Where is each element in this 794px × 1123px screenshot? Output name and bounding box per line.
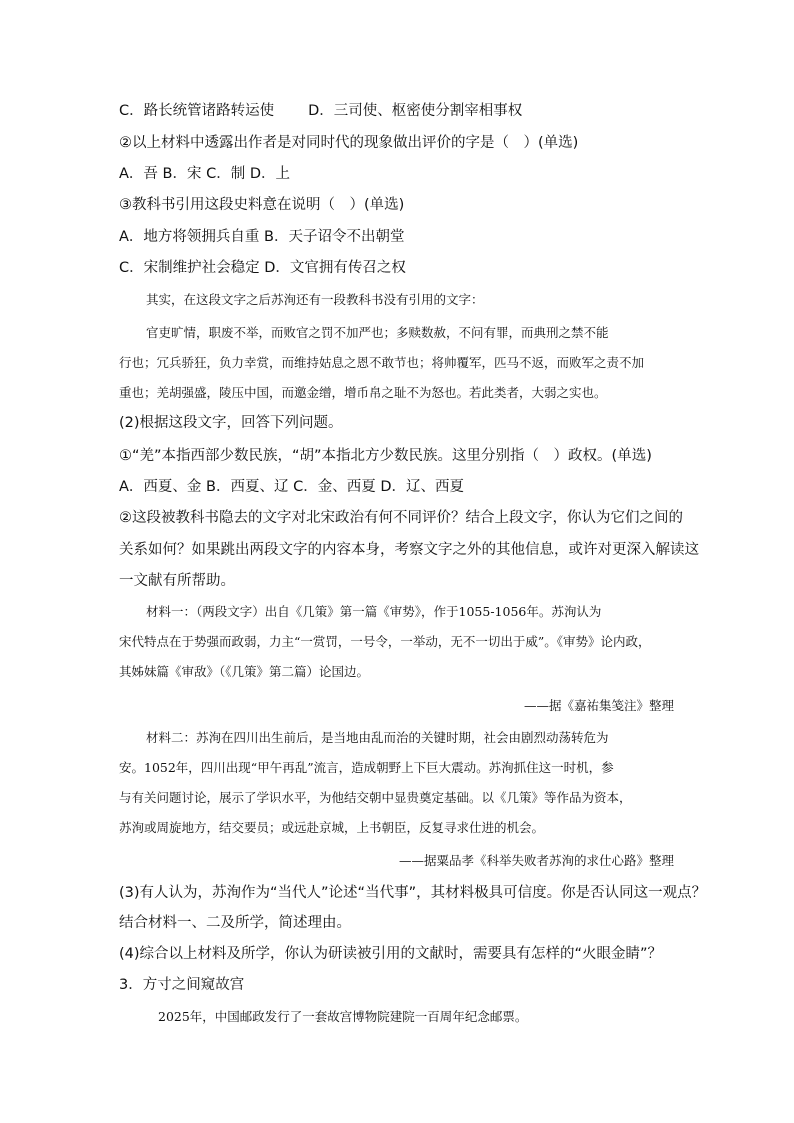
quote-line: 官吏旷情，职废不举，而败官之罚不加严也；多赎数赦，不问有罪，而典刑之禁不能 bbox=[146, 325, 609, 340]
question-2-2: ②以上材料中透露出作者是对同时代的现象做出评价的字是（ ）(单选) bbox=[119, 135, 579, 151]
option-d: D．三司使、枢密使分割宰相事权 bbox=[308, 103, 523, 119]
question-line: 关系如何？如果跳出两段文字的内容本身，考察文字之外的其他信息，或许对更深入解读这 bbox=[119, 542, 699, 558]
options-line: C．宋制维护社会稳定 D．文官拥有传召之权 bbox=[119, 260, 406, 276]
material-2-line: 苏洵或周旋地方，结交要员；或远赴京城，上书朝臣，反复寻求仕进的机会。 bbox=[119, 820, 545, 835]
question-heading: (2)根据这段文字，回答下列问题。 bbox=[119, 415, 343, 431]
intro-paragraph: 其实，在这段文字之后苏洵还有一段教科书没有引用的文字： bbox=[146, 292, 484, 307]
question-3: 结合材料一、二及所学，简述理由。 bbox=[119, 915, 351, 931]
section-intro: 2025年，中国邮政发行了一套故宫博物院建院一百周年纪念邮票。 bbox=[158, 1009, 528, 1024]
question-line: ①“羌”本指西部少数民族，“胡”本指北方少数民族。这里分别指（ ）政权。(单选) bbox=[119, 448, 652, 464]
question-3: (3)有人认为，苏洵作为“当代人”论述“当代事”，其材料极具可信度。你是否认同这一观点？ bbox=[119, 885, 707, 901]
material-1-line: 其姊妹篇《审敌》（《几策》第二篇）论国边。 bbox=[119, 664, 370, 679]
question-line: ②这段被教科书隐去的文字对北宋政治有何不同评价？结合上段文字，你认为它们之间的 bbox=[119, 510, 683, 526]
option-line-cd bbox=[119, 101, 522, 121]
material-1-line: 材料一：（两段文字）出自《几策》第一篇《审势》，作于1055-1056年。苏洵认为 bbox=[146, 604, 602, 619]
source-note: ——据粟品孝《科举失败者苏洵的求仕心路》整理 bbox=[398, 853, 674, 868]
options-line: A．吾 B．宋 C．制 D．上 bbox=[119, 166, 290, 182]
options-line: A．地方将领拥兵自重 B．天子诏令不出朝堂 bbox=[119, 229, 405, 245]
material-2-line: 材料二：苏洵在四川出生前后，是当地由乱而治的关键时期，社会由剧烈动荡转危为 bbox=[146, 730, 609, 745]
quote-line: 行也；冗兵骄狂，负力幸赏，而维持姑息之恩不敢节也；将帅覆军，匹马不返，而败军之责不加 bbox=[119, 355, 645, 370]
source-note: ——据《嘉祐集笺注》整理 bbox=[523, 698, 674, 713]
material-2-line: 安。1052年，四川出现“甲午再乱”流言，造成朝野上下巨大震动。苏洵抓住这一时机，参 bbox=[119, 760, 614, 775]
question-line: 一文献有所帮助。 bbox=[119, 573, 235, 589]
material-2-line: 与有关问题讨论，展示了学识水平，为他结交朝中显贵奠定基础。以《几策》等作品为资本， bbox=[119, 790, 632, 805]
material-1-line: 宋代特点在于势强而政弱，力主“一赏罚，一号令，一举动，无不一切出于威”。《审势》论内政， bbox=[119, 634, 651, 649]
question-2-3: ③教科书引用这段史料意在说明（ ）(单选) bbox=[119, 197, 405, 213]
option-c: C．路长统管诸路转运使 bbox=[119, 103, 275, 119]
section-heading: 3．方寸之间窥故宫 bbox=[119, 977, 245, 993]
options-line: A．西夏、金 B．西夏、辽 C．金、西夏 D．辽、西夏 bbox=[119, 479, 464, 495]
quote-line: 重也；羌胡强盛，陵压中国，而邀金缯，增币帛之耻不为怒也。若此类者，大弱之实也。 bbox=[119, 385, 607, 400]
question-4: (4)综合以上材料及所学，你认为研读被引用的文献时，需要具有怎样的“火眼金睛”？ bbox=[119, 946, 663, 962]
